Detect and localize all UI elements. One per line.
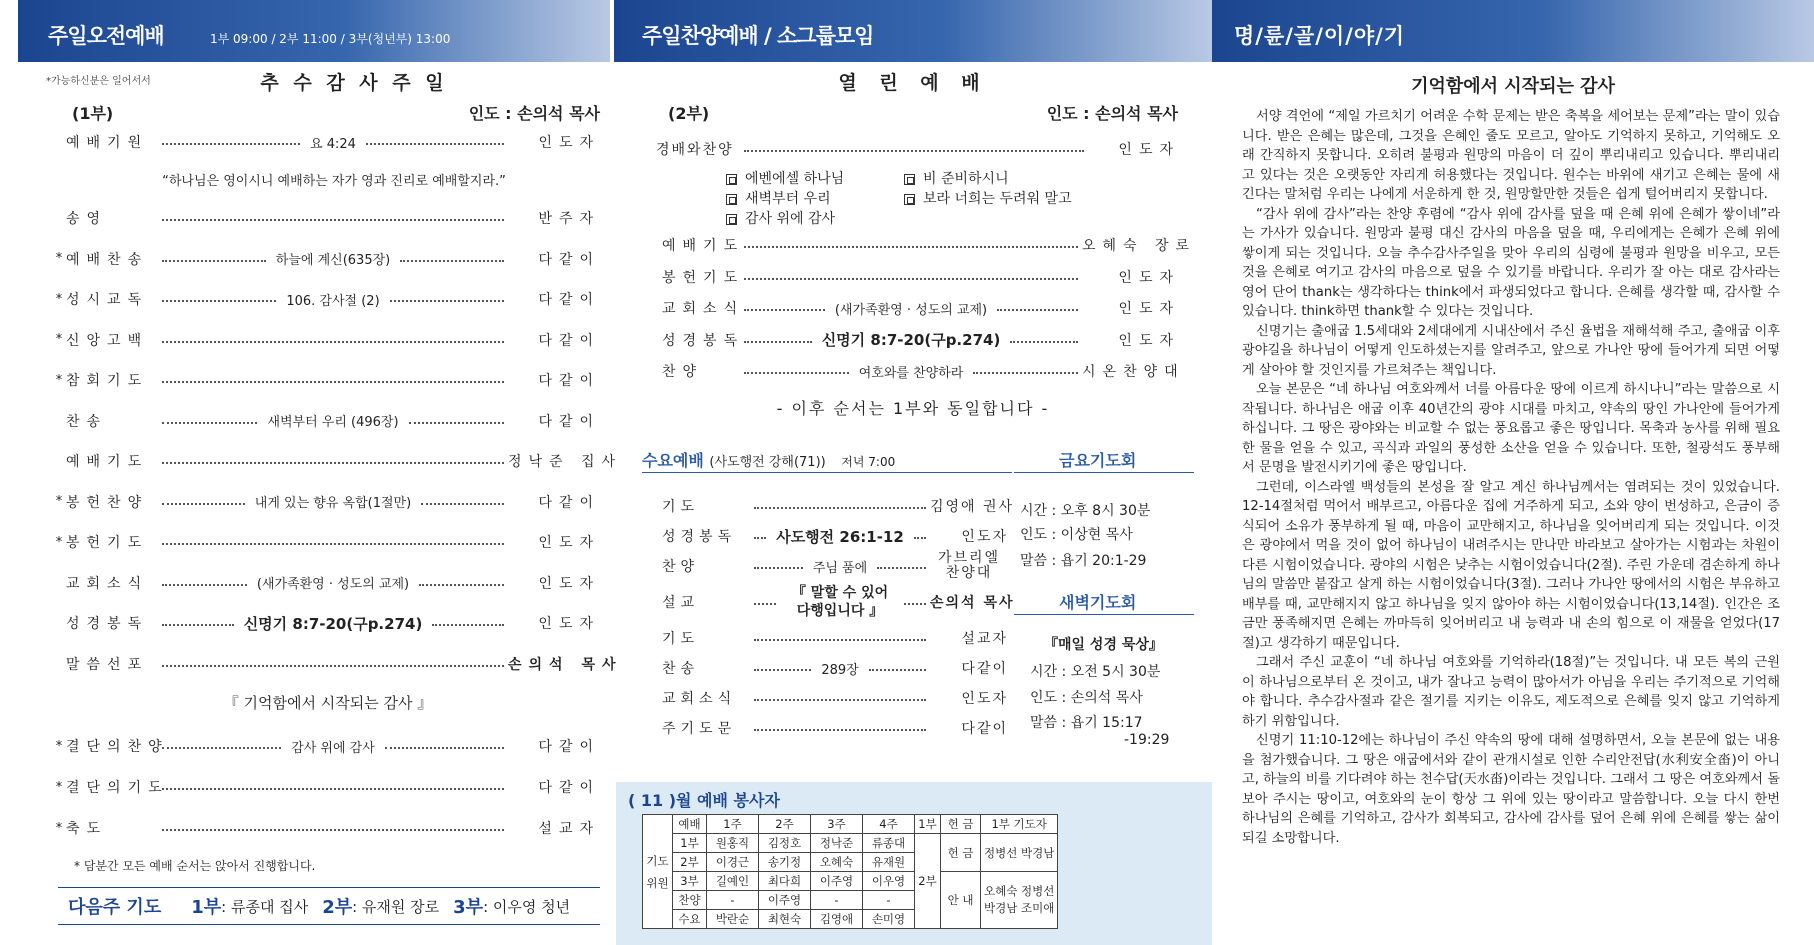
story-title: 기억함에서 시작되는 감사 xyxy=(1411,76,1615,97)
dawn-leader: 인도 : 손의석 목사 xyxy=(1030,690,1143,706)
order-detail: 사도행전 26:1-12 xyxy=(776,527,904,546)
volunteers-title: ( 11 )월 예배 봉사자 xyxy=(628,791,780,810)
order-row: * 예배찬송 하늘에 계신(635장) 다같이 xyxy=(52,247,600,271)
story-paragraph: “감사 위에 감사”라는 찬양 후렴에 “감사 위에 감사를 덮을 때 은혜 위에 은혜가 쌓이네”라는 가사가 있습니다. 원망과 불평 대신 감사의 마음을 덮을 때, 우리에게는 은혜가 은혜 위에 쌓이게 되는 것입니다. 오늘 추수감사주일을 맞아 우리의 심령에 불평과 원망을 비우고, 모든 것을 은혜로 여기고 감사의 마음으로 덮을 수 있기를 바랍니다. 우리가 잘 아는 대로 감사라는 영어 단어 thank는 생각하다는 think에서 파생되었다고 합니다. 은혜를 생각할 때, 감사할 수 있습니다. think하면 thank할 수 있다는 것입니다. xyxy=(1242,206,1780,319)
order-detail: (새가족환영 · 성도의 교제) xyxy=(834,302,988,318)
order-row xyxy=(662,524,1008,548)
order-detail: 289장 xyxy=(821,662,859,678)
order-label: 봉헌기도 xyxy=(662,269,745,286)
order-detail: 감사 위에 감사 xyxy=(291,740,375,756)
order-row xyxy=(662,686,1008,710)
story-panel xyxy=(1212,0,1814,945)
dawn-title: 새벽기도회 xyxy=(1059,593,1137,612)
order-person: 인도자 xyxy=(1118,269,1180,286)
order-label: 찬양 xyxy=(662,364,704,380)
order-row xyxy=(662,716,1008,740)
order-person: 다같이 xyxy=(538,251,600,268)
order-label: 기도 xyxy=(662,499,700,515)
table-row: 2부 이경근 송기정 오혜숙 유재원 xyxy=(643,853,1058,872)
dawn-time: 시간 : 오전 5시 30분 xyxy=(1030,664,1161,680)
order-row xyxy=(662,550,1008,581)
table-row: 수요 박란순 최현숙 김영애 손미영 xyxy=(643,910,1058,929)
song-item-3: 새벽부터 우리 xyxy=(726,188,831,208)
song-item-5: 감사 위에 감사 xyxy=(726,208,835,228)
order-person: 인도자 xyxy=(961,691,1008,707)
order-person: 인도자 xyxy=(538,616,600,632)
morning-header-times: 1부 09:00 / 2부 11:00 / 3부(청년부) 13:00 xyxy=(210,32,451,46)
wednesday-title: 수요예배 (사도행전 강해(71)) 저녁 7:00 xyxy=(642,451,896,470)
order-label: 설교 xyxy=(662,595,700,611)
song-item-4: 보라 너희는 두려워 말고 xyxy=(904,188,1072,208)
order-detail: 106. 감사절 (2) xyxy=(286,293,380,309)
order-row xyxy=(662,265,1180,289)
afternoon-title: 열 린 예 배 xyxy=(838,72,988,94)
order-label: 결단의기도 xyxy=(66,780,169,796)
order-label: 교회소식 xyxy=(662,691,737,707)
order-label: 참회기도 xyxy=(66,373,149,389)
order-person: 인도자 xyxy=(1118,332,1180,349)
stand-note: *가능하신분은 일어서서 xyxy=(46,76,151,87)
order-row xyxy=(52,449,623,473)
morning-header xyxy=(18,0,610,62)
order-detail: 『 말할 수 있어 다행입니다 』 xyxy=(791,585,889,619)
story-paragraph: 오늘 본문은 “네 하나님 여호와께서 너를 아름다운 땅에 이르게 하시나니”라는 말씀으로 시작됩니다. 하나님은 애굽 이후 40년간의 광야 시대를 마치고, 약속의 땅인 가나안에 들어가게 하십니다. 그 땅은 광야와는 비교할 수 없는 풍요롭고 좋은 땅입니다. 목축과 농사를 위해 필요한 물을 얻을 수 있고, 곡식과 과일의 풍성한 소산을 얻을 수 있습니다. 또한, 철광석도 풍부해서 문명을 발전시키기에 좋은 땅입니다. xyxy=(1242,382,1780,475)
order-person: 다같이 xyxy=(961,661,1008,677)
story-header-title: 명/륜/골/이/야/기 xyxy=(1234,24,1406,48)
order-person: 시온찬양대 xyxy=(1082,364,1185,380)
checkbox-icon xyxy=(904,174,915,185)
order-row xyxy=(662,585,1015,619)
order-person: 다같이 xyxy=(538,332,600,349)
afternoon-header xyxy=(614,0,1212,62)
checkbox-icon xyxy=(726,174,737,185)
story-header xyxy=(1212,0,1814,62)
friday-rule xyxy=(1014,472,1194,473)
checkbox-icon xyxy=(726,194,737,205)
order-person: 다같이 xyxy=(961,721,1008,737)
morning-leader: 인도 : 손의석 목사 xyxy=(468,104,600,123)
order-person: 다같이 xyxy=(538,292,600,308)
order-person: 정낙준 집사 xyxy=(508,454,623,470)
afternoon-part-label: (2부) xyxy=(668,104,710,123)
order-detail: 여호와를 찬양하라 xyxy=(858,365,964,381)
order-detail: 새벽부터 우리 (496장) xyxy=(267,415,399,430)
order-row: * 축도 설교자 xyxy=(52,816,600,840)
order-row xyxy=(662,359,1185,383)
order-label: 성시교독 xyxy=(66,292,149,308)
checkbox-icon xyxy=(904,194,915,205)
next-prayer-title: 다음주 기도 xyxy=(68,897,162,918)
dawn-word: 말씀 : 욥기 15:17 xyxy=(1030,715,1143,731)
order-person: 다같이 xyxy=(538,413,601,430)
dawn-word-cont: -19:29 xyxy=(1124,732,1170,748)
order-label: 찬송 xyxy=(662,661,700,677)
afternoon-header-title: 주일찬양예배 / 소그룹모임 xyxy=(642,24,874,48)
order-label: 주기도문 xyxy=(662,721,737,737)
order-row: * 신앙고백 다같이 xyxy=(52,328,600,352)
order-label: 신앙고백 xyxy=(66,332,149,349)
dawn-rule xyxy=(1014,614,1194,615)
order-label: 말씀선포 xyxy=(66,656,149,673)
order-label: 결단의찬양 xyxy=(66,739,169,755)
order-row-praise: 경배와찬양 인도자 xyxy=(656,142,1180,158)
friday-leader: 인도 : 이상현 목사 xyxy=(1020,527,1133,543)
checkbox-icon xyxy=(726,214,737,225)
order-person: 손의석 목사 xyxy=(930,595,1015,611)
morning-part-label: (1부) xyxy=(72,104,114,123)
order-label: 봉헌기도 xyxy=(66,535,149,551)
order-label: 기도 xyxy=(662,631,700,647)
order-row xyxy=(662,656,1008,680)
story-paragraph: 그래서 주신 교훈이 “네 하나님 여호와를 기억하라(18절)”는 것입니다. 내 모든 복의 근원이 하나님으로부터 온 것이고, 내가 잘나고 능력이 많아서가 아님을 우리는 주기적으로 기억해야 합니다. 추수감사절과 같은 절기를 지키는 이유도, 제도적으로 은혜를 잊지 않고 기억하게 하기 위함입니다. xyxy=(1242,655,1780,729)
order-person: 오혜숙 장로 xyxy=(1082,238,1197,254)
order-row xyxy=(662,626,1008,650)
next-week-prayer: 다음주 기도 1부 : 류종대 집사 2부 : 유재원 장로 3부 : 이우영 청년 xyxy=(58,887,600,925)
order-person: 인도자 xyxy=(538,535,600,551)
order-row: * 봉헌기도 인도자 xyxy=(52,530,600,554)
order-person: 다같이 xyxy=(538,373,600,389)
order-person: 손의석 목사 xyxy=(508,656,623,673)
table-row: 찬양 - 이주영 - - xyxy=(643,891,1058,910)
story-paragraph: 그런데, 이스라엘 백성들의 본성을 잘 알고 계신 하나님께서는 염려되는 것이 있었습니다. 12-14절처럼 먹어서 배부르고, 아름다운 집에 거주하게 되고, 소와 양이 번성하고, 은금이 증식되어 소유가 풍부하게 될 때, 마음이 교만해지고, 하나님을 잊어버리게 되는 것입니다. 이것은 광야에서 먹을 것이 없어 하나님이 내려주시는 만나만 바라보고 살아가는 시험과는 차원이 다른 시험이었습니다. 광야의 시험은 낮추는 시험이었습니다(2절). 주린 가운데 겸손하게 하나님의 말씀만 붙잡고 살게 하는 시험이었습니다(3절). 그러나 가나안 땅에서의 시험은 부유하고 배부를 때, 교만해지지 않고 하나님을 잊지 않아야 하는 시험이었습니다(13,14절). 인간은 조금만 풍족해지면 은혜는 까마득히 잊어버리고 내 능력과 내 손의 힘으로 이 재물을 얻었다(17절)고 생각하기 때문입니다. xyxy=(1242,479,1780,651)
order-row xyxy=(662,494,1015,518)
order-label: 찬양 xyxy=(662,559,700,575)
order-label: 성경봉독 xyxy=(662,529,737,545)
order-label: 송영 xyxy=(66,211,108,227)
order-person: 김영애 권사 xyxy=(930,499,1015,515)
order-detail: 하늘에 계신(635장) xyxy=(275,253,391,268)
order-person: 인도자 xyxy=(1118,301,1181,317)
friday-title: 금요기도회 xyxy=(1059,451,1137,470)
order-detail: 주님 품에 xyxy=(812,560,868,576)
order-label: 교회소식 xyxy=(662,301,745,317)
dawn-program: 『매일 성경 묵상』 xyxy=(1044,637,1163,653)
order-person: 가브리엘 찬양대 xyxy=(937,550,1001,581)
order-person: 반주자 xyxy=(538,211,600,227)
order-row xyxy=(662,296,1180,320)
order-detail: 신명기 8:7-20(구p.274) xyxy=(821,331,1001,349)
story-body xyxy=(1242,107,1780,848)
story-paragraph: 신명기 11:10-12에는 하나님이 주신 약속의 땅에 대해 설명하면서, 오늘 본문에 없는 내용을 첨가했습니다. 그 땅은 애굽에서와 같이 관개시설로 인한 수리안전답(水利安全畓)이 아니고, 하늘의 비를 기다려야 하는 천수답(天水畓)이라는 것입니다. 그래서 그 땅은 여호와께서 돌보아 주시는 땅이고, 여호와의 눈이 항상 그 위에 있는 땅이라고 말씀합니다. 오늘 다시 한번 하나님의 은혜를 기억하고, 감사가 회복되고, 감사에 감사를 덮어 은혜 위에 은혜를 쌓는 삶이 되길 소망합니다. xyxy=(1242,733,1780,846)
volunteers-box xyxy=(616,782,1212,945)
friday-time: 시간 : 오후 8시 30분 xyxy=(1020,503,1151,519)
morning-sermon-title: 『 기억함에서 시작되는 감사 』 xyxy=(223,694,433,712)
call-to-worship-quote: “하나님은 영이시니 예배하는 자가 영과 진리로 예배할지라.” xyxy=(162,174,506,189)
order-detail: (새가족환영 · 성도의 교제) xyxy=(256,577,410,592)
song-item-2: 비 준비하시니 xyxy=(904,168,1009,188)
order-person: 설교자 xyxy=(961,631,1008,647)
order-label: 예배기도 xyxy=(662,238,745,254)
order-label: 예배기도 xyxy=(66,454,149,470)
order-row: * 참회기도 다같이 xyxy=(52,368,600,392)
order-row xyxy=(52,571,600,595)
order-label: 찬송 xyxy=(66,413,108,430)
order-row xyxy=(52,409,600,433)
order-row: * 성시교독 106. 감사절 (2) 다같이 xyxy=(52,287,600,311)
table-row: 기도 위원 예배 1주 2주 3주 4주 1부 헌 금 1부 기도자 xyxy=(643,815,1058,834)
morning-worship-panel xyxy=(18,0,623,945)
order-label: 교회소식 xyxy=(66,575,149,592)
order-detail: 신명기 8:7-20(구p.274) xyxy=(243,614,423,633)
order-person: 다같이 xyxy=(538,494,600,511)
order-detail: 내게 있는 향유 옥합(1절만) xyxy=(254,496,412,511)
volunteers-table xyxy=(642,814,1058,929)
order-label: 성경봉독 xyxy=(662,332,745,349)
order-row: * 결단의기도 다같이 xyxy=(52,775,600,799)
order-label: 성경봉독 xyxy=(66,616,149,632)
order-person: 인도자 xyxy=(538,575,601,592)
order-label: 봉헌찬양 xyxy=(66,494,149,511)
order-label: 예배찬송 xyxy=(66,251,149,268)
wednesday-rule xyxy=(642,472,1012,473)
order-row: * 봉헌찬양 내게 있는 향유 옥합(1절만) 다같이 xyxy=(52,490,600,514)
table-row: 3부 길예인 최다희 이주영 이우영 안 내 오혜숙 정병선 박경남 조미애 xyxy=(643,872,1058,891)
story-paragraph: 서양 격언에 “제일 가르치기 어려운 수학 문제는 받은 축복을 세어보는 문제”라는 말이 있습니다. 받은 은혜는 많은데, 그것을 은혜인 줄도 모르고, 알아도 기억하지 못하고, 기억해도 오래 간직하지 못합니다. 오히려 불평과 원망의 마음이 더 깊이 뿌리내리고 있습니다. 뿌리내리고 있다는 것은 오랫동안 자리게 허용했다는 것입니다. 원수는 바위에 새기고 은혜는 물에 새긴다는 말처럼 우리는 나에게 서운하게 한 것, 원망할만한 것들은 쉽게 털어버리지 못합니다. xyxy=(1242,109,1780,202)
order-person: 인도자 xyxy=(961,529,1008,545)
song-item-1: 에벤에셀 하나님 xyxy=(726,168,844,188)
order-row-call-to-worship: 예배기원 요 4:24 인도자 xyxy=(66,135,601,152)
order-person: 다같이 xyxy=(538,739,600,755)
seating-note: * 담분간 모든 예배 순서는 앉아서 진행합니다. xyxy=(74,859,316,873)
prayer-committee-label: 기도 위원 xyxy=(643,815,673,929)
morning-title: 추 수 감 사 주 일 xyxy=(260,72,448,94)
story-paragraph: 신명기는 출애굽 1.5세대와 2세대에게 시내산에서 주신 율법을 재해석해 주고, 출애굽 이후 광야길을 하나님이 어떻게 인도하셨는지를 알려주고, 앞으로 가나안 땅에 들어가게 되면 어떻게 살아야 할 것인지를 가르쳐주는 책입니다. xyxy=(1242,323,1780,378)
afternoon-leader: 인도 : 손의석 목사 xyxy=(1046,104,1178,123)
order-row xyxy=(52,611,600,635)
order-row xyxy=(52,206,600,230)
order-row xyxy=(662,328,1180,352)
order-row xyxy=(52,652,623,676)
friday-word: 말씀 : 욥기 20:1-29 xyxy=(1020,553,1147,569)
morning-header-title: 주일오전예배 xyxy=(48,24,164,48)
order-label: 축도 xyxy=(66,821,108,837)
order-row: * 결단의찬양 감사 위에 감사 다같이 xyxy=(52,734,600,758)
afternoon-worship-panel xyxy=(614,0,1212,945)
order-person: 설교자 xyxy=(538,821,600,837)
order-person: 다같이 xyxy=(538,780,600,796)
table-row: 1부 원홍직 김정호 정낙준 류종대 2부 헌 금 정병선 박경남 xyxy=(643,834,1058,853)
same-as-first-note: - 이후 순서는 1부와 동일합니다 - xyxy=(776,399,1050,418)
order-row xyxy=(662,233,1197,257)
